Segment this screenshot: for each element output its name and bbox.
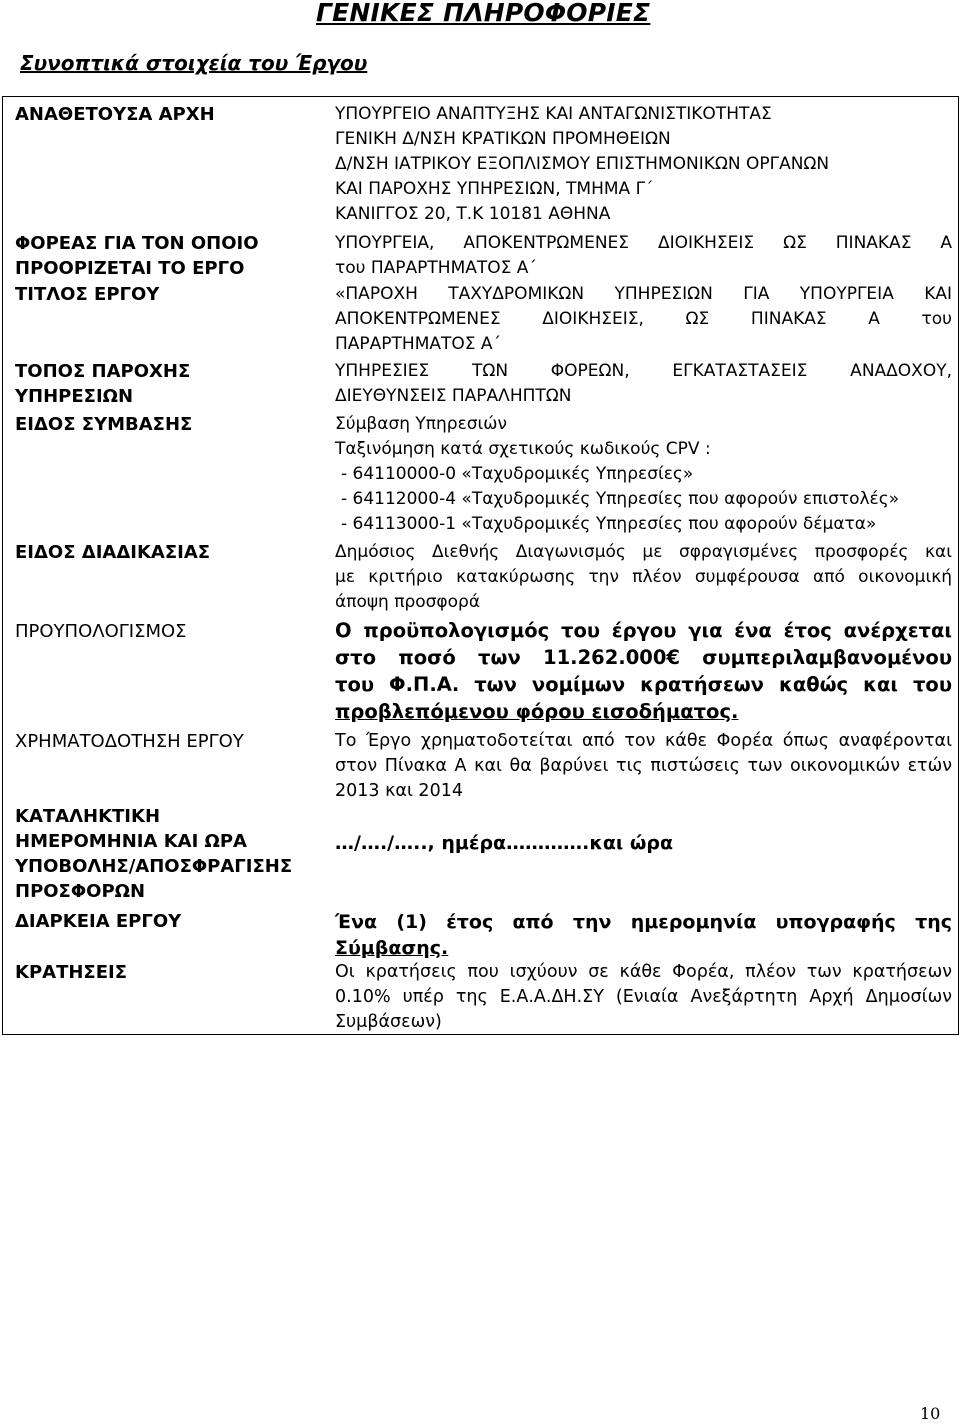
value-line: ΥΠΗΡΕΣΙΕΣ ΤΩΝ ΦΟΡΕΩΝ, ΕΓΚΑΤΑΣΤΑΣΕΙΣ ΑΝΑΔΟΧΟΥ, bbox=[335, 361, 952, 381]
label-project-title bbox=[15, 282, 315, 307]
label-line: ΥΠΗΡΕΣΙΩΝ bbox=[15, 386, 134, 407]
label-line: ΕΙΔΟΣ ΔΙΑΔΙΚΑΣΙΑΣ bbox=[15, 542, 211, 563]
label-contracting-authority bbox=[15, 102, 315, 127]
label-line: ΚΑΤΑΛΗΚΤΙΚΗ bbox=[15, 806, 161, 827]
label-line: ΤΟΠΟΣ ΠΑΡΟΧΗΣ bbox=[15, 361, 191, 382]
value-line: ΥΠΟΥΡΓΕΙΑ, ΑΠΟΚΕΝΤΡΩΜΕΝΕΣ ΔΙΟΙΚΗΣΕΙΣ ΩΣ ΠΙΝΑΚΑΣ Α bbox=[335, 233, 952, 253]
label-line: ΑΝΑΘΕΤΟΥΣΑ ΑΡΧΗ bbox=[15, 104, 215, 125]
value-line: 0.10% υπέρ της Ε.Α.Α.ΔΗ.ΣΥ (Ενιαία Ανεξάρτητη Αρχή Δημοσίων bbox=[335, 987, 952, 1007]
value-line: ΓΕΝΙΚΗ Δ/ΝΣΗ ΚΡΑΤΙΚΩΝ ΠΡΟΜΗΘΕΙΩΝ bbox=[335, 129, 671, 149]
value-line: Σύμβαση Υπηρεσιών bbox=[335, 414, 508, 434]
label-procedure-type bbox=[15, 540, 315, 565]
value-funding bbox=[335, 729, 952, 804]
value-line: 2013 και 2014 bbox=[335, 781, 463, 801]
value-line: Το Έργο χρηματοδοτείται από τον κάθε Φορέα όπως αναφέρονται bbox=[335, 731, 952, 751]
value-line: Συμβάσεων) bbox=[335, 1012, 442, 1032]
value-line: του Φ.Π.Α. των νομίμων κρατήσεων καθώς και του bbox=[335, 673, 952, 696]
value-project-title bbox=[335, 282, 952, 357]
label-line: ΤΙΤΛΟΣ ΕΡΓΟΥ bbox=[15, 284, 160, 305]
value-contracting-authority bbox=[335, 102, 952, 227]
value-duration bbox=[335, 909, 952, 961]
value-line: Δ/ΝΣΗ ΙΑΤΡΙΚΟΥ ΕΞΟΠΛΙΣΜΟΥ ΕΠΙΣΤΗΜΟΝΙΚΩΝ ΟΡΓΑΝΩΝ bbox=[335, 154, 830, 174]
section-title: Συνοπτικά στοιχεία του Έργου bbox=[20, 51, 368, 75]
project-info-table bbox=[2, 96, 959, 1035]
value-line: στο ποσό των 11.262.000€ συμπεριλαμβανομένου bbox=[335, 646, 952, 669]
value-line: Δημόσιος Διεθνής Διαγωνισμός με σφραγισμένες προσφορές και bbox=[335, 542, 952, 562]
value-line: με κριτήριο κατακύρωσης την πλέον συμφέρουσα από οικονομική bbox=[335, 567, 952, 587]
value-line: ΑΠΟΚΕΝΤΡΩΜΕΝΕΣ ΔΙΟΙΚΗΣΕΙΣ, ΩΣ ΠΙΝΑΚΑΣ Α του bbox=[335, 309, 952, 329]
value-line: προβλεπόμενου φόρου εισοδήματος. bbox=[335, 700, 739, 723]
value-line: Ο προϋπολογισμός του έργου για ένα έτος ανέρχεται bbox=[335, 619, 952, 642]
value-line: στον Πίνακα Α και θα βαρύνει τις πιστώσεις των οικονομικών ετών bbox=[335, 756, 952, 776]
value-procedure-type bbox=[335, 540, 952, 615]
label-deductions bbox=[15, 960, 315, 985]
value-budget bbox=[335, 617, 952, 725]
label-line: ΕΙΔΟΣ ΣΥΜΒΑΣΗΣ bbox=[15, 414, 193, 435]
value-line: ΥΠΟΥΡΓΕΙΟ ΑΝΑΠΤΥΞΗΣ ΚΑΙ ΑΝΤΑΓΩΝΙΣΤΙΚΟΤΗΤΑΣ bbox=[335, 104, 772, 124]
page-title: ΓΕΝΙΚΕΣ ΠΛΗΡΟΦΟΡΙΕΣ bbox=[316, 0, 651, 27]
value-deadline bbox=[335, 831, 952, 856]
value-beneficiary-bodies bbox=[335, 231, 952, 281]
label-funding bbox=[15, 729, 315, 754]
label-line: ΗΜΕΡΟΜΗΝΙΑ ΚΑΙ ΩΡΑ bbox=[15, 831, 247, 852]
value-line: …/…./….., ημέρα………….και ώρα bbox=[335, 832, 674, 854]
value-line: «ΠΑΡΟΧΗ ΤΑΧΥΔΡΟΜΙΚΩΝ ΥΠΗΡΕΣΙΩΝ ΓΙΑ ΥΠΟΥΡΓΕΙΑ ΚΑΙ bbox=[335, 284, 952, 304]
label-line: ΠΡΟΟΡΙΖΕΤΑΙ ΤΟ ΕΡΓΟ bbox=[15, 258, 245, 279]
label-deadline bbox=[15, 804, 315, 904]
cpv-code-line: - 64113000-1 «Ταχυδρομικές Υπηρεσίες που αφορούν δέματα» bbox=[341, 514, 877, 534]
value-line: ΚΑΙ ΠΑΡΟΧΗΣ ΥΠΗΡΕΣΙΩΝ, ΤΜΗΜΑ Γ΄ bbox=[335, 179, 654, 199]
label-line: ΠΡΟΣΦΟΡΩΝ bbox=[15, 881, 146, 902]
label-duration bbox=[15, 909, 315, 934]
label-line: ΚΡΑΤΗΣΕΙΣ bbox=[15, 962, 127, 983]
label-beneficiary-bodies bbox=[15, 231, 315, 281]
label-contract-type bbox=[15, 412, 315, 437]
label-line: ΔΙΑΡΚΕΙΑ ΕΡΓΟΥ bbox=[15, 911, 182, 932]
value-line: Ένα (1) έτος από την ημερομηνία υπογραφής της bbox=[335, 911, 952, 933]
value-place-of-service bbox=[335, 359, 952, 409]
value-line: ΔΙΕΥΘΥΝΣΕΙΣ ΠΑΡΑΛΗΠΤΩΝ bbox=[335, 386, 572, 406]
value-line: του ΠΑΡΑΡΤΗΜΑΤΟΣ Α΄ bbox=[335, 258, 537, 278]
value-line: άποψη προσφορά bbox=[335, 592, 481, 612]
label-line: ΦΟΡΕΑΣ ΓΙΑ ΤΟΝ ΟΠΟΙΟ bbox=[15, 233, 259, 254]
cpv-code-line: - 64110000-0 «Ταχυδρομικές Υπηρεσίες» bbox=[341, 464, 694, 484]
value-line: ΚΑΝΙΓΓΟΣ 20, Τ.Κ 10181 ΑΘΗΝΑ bbox=[335, 204, 611, 224]
value-contract-type bbox=[335, 412, 952, 537]
label-line: ΠΡΟΥΠΟΛΟΓΙΣΜΟΣ bbox=[15, 621, 187, 642]
value-line: Οι κρατήσεις που ισχύουν σε κάθε Φορέα, πλέον των κρατήσεων bbox=[335, 962, 952, 982]
value-deductions bbox=[335, 960, 952, 1035]
value-line: ΠΑΡΑΡΤΗΜΑΤΟΣ Α΄ bbox=[335, 334, 502, 354]
value-line: Σύμβασης. bbox=[335, 937, 449, 959]
value-line: Ταξινόμηση κατά σχετικούς κωδικούς CPV : bbox=[335, 439, 711, 459]
label-budget bbox=[15, 619, 315, 644]
page-number: 10 bbox=[920, 1404, 941, 1423]
cpv-code-line: - 64112000-4 «Ταχυδρομικές Υπηρεσίες που αφορούν επιστολές» bbox=[341, 489, 900, 509]
label-line: ΥΠΟΒΟΛΗΣ/ΑΠΟΣΦΡΑΓΙΣΗΣ bbox=[15, 856, 293, 877]
label-line: ΧΡΗΜΑΤΟΔΟΤΗΣΗ ΕΡΓΟΥ bbox=[15, 731, 244, 752]
label-place-of-service bbox=[15, 359, 315, 409]
